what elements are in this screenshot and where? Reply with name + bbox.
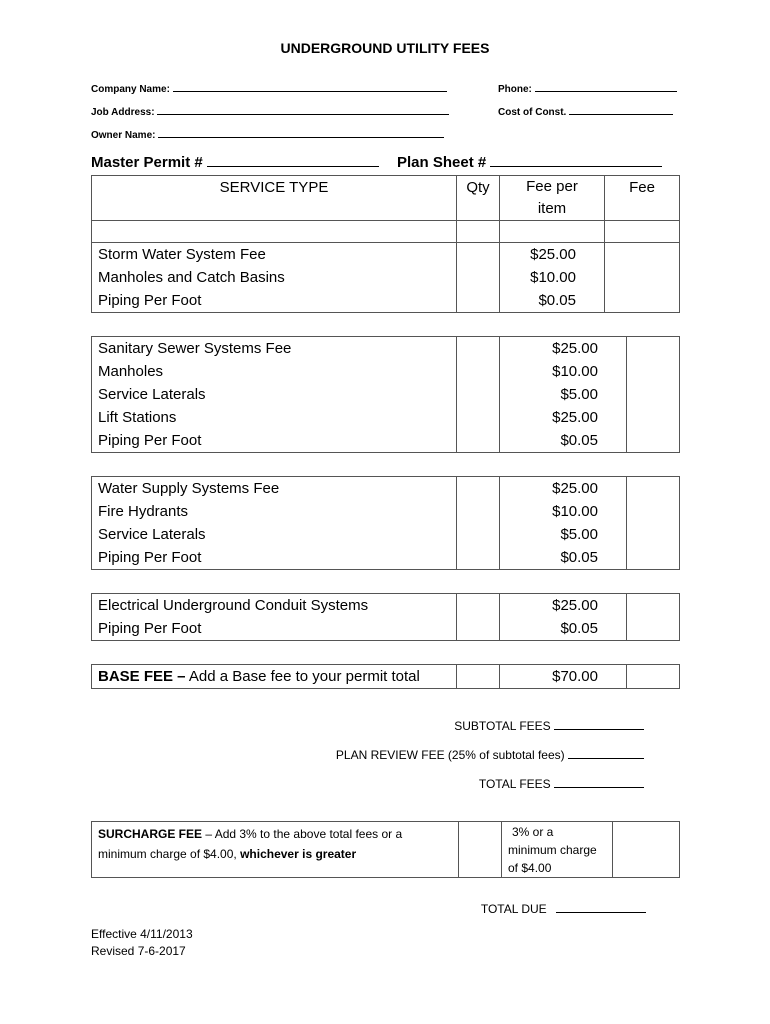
phone-field[interactable]	[498, 81, 677, 95]
row-label: Water Supply Systems Fee	[98, 480, 280, 497]
row-price: $25.00	[552, 480, 598, 497]
row-price: $0.05	[538, 292, 576, 309]
row-label: Fire Hydrants	[98, 503, 189, 520]
phone-line	[535, 81, 677, 92]
water-prices	[500, 477, 627, 570]
qty-header: Qty	[457, 176, 500, 221]
row-label: Manholes and Catch Basins	[98, 269, 285, 286]
qty-cell[interactable]	[457, 477, 500, 570]
fee-cell[interactable]	[627, 594, 680, 641]
plan-review-fee-label: PLAN REVIEW FEE (25% of subtotal fees)	[335, 748, 565, 762]
row-label: Piping Per Foot	[98, 549, 202, 566]
qty-cell[interactable]	[459, 822, 502, 878]
plan-review-fee-line	[568, 747, 644, 759]
sanitary-prices	[500, 337, 627, 453]
base-fee-table	[91, 664, 680, 689]
row-label: Piping Per Foot	[98, 620, 202, 637]
qty-cell[interactable]	[457, 594, 500, 641]
row-label: Electrical Underground Conduit Systems	[98, 597, 369, 614]
revised-date: Revised 7-6-2017	[91, 944, 186, 958]
fee-header: Fee	[605, 176, 680, 221]
cost-of-const-field[interactable]	[498, 104, 673, 118]
row-price: $5.00	[560, 526, 598, 543]
cost-of-const-line	[569, 104, 673, 115]
row-label: Lift Stations	[98, 409, 177, 426]
job-address-field[interactable]	[91, 104, 449, 118]
electrical-table	[91, 593, 680, 641]
fee-per-item-header: Fee per item	[500, 176, 605, 221]
row-price: $10.00	[530, 269, 576, 286]
surcharge-rate: 3% or a minimum charge of $4.00	[502, 822, 613, 878]
company-name-field[interactable]	[91, 81, 447, 95]
total-fees-label: TOTAL FEES	[478, 777, 551, 791]
master-permit-field[interactable]	[91, 152, 379, 171]
subtotal-fees-label: SUBTOTAL FEES	[454, 719, 551, 733]
header-table	[91, 175, 680, 313]
row-label: Storm Water System Fee	[98, 246, 266, 263]
row-price: $10.00	[552, 503, 598, 520]
total-fees-row[interactable]	[479, 776, 644, 791]
total-due-label: TOTAL DUE	[480, 902, 547, 916]
fee-cell[interactable]	[627, 337, 680, 453]
electrical-labels	[92, 594, 457, 641]
subtotal-fees-row[interactable]	[454, 718, 644, 733]
row-price: $10.00	[552, 363, 598, 380]
qty-cell[interactable]	[457, 243, 500, 313]
surcharge-text: SURCHARGE FEE – Add 3% to the above total fees or a minimum charge of $4.00, whichever is greater	[92, 822, 459, 878]
page-title: UNDERGROUND UTILITY FEES	[280, 40, 490, 56]
service-type-header: SERVICE TYPE	[92, 176, 457, 221]
total-due-row[interactable]	[481, 901, 646, 916]
fee-cell[interactable]	[605, 243, 680, 313]
plan-sheet-field[interactable]	[397, 152, 662, 171]
row-price: $5.00	[560, 386, 598, 403]
job-address-label: Job Address:	[91, 107, 155, 118]
qty-cell[interactable]	[457, 665, 500, 689]
job-address-line	[157, 104, 449, 115]
qty-cell[interactable]	[457, 221, 500, 243]
row-label: Sanitary Sewer Systems Fee	[98, 340, 292, 357]
base-fee-price: $70.00	[500, 665, 627, 689]
row-price: $25.00	[530, 246, 576, 263]
row-label: Piping Per Foot	[98, 292, 202, 309]
water-labels	[92, 477, 457, 570]
row-label: Service Laterals	[98, 526, 206, 543]
qty-cell[interactable]	[457, 337, 500, 453]
row-label: Piping Per Foot	[98, 432, 202, 449]
plan-review-fee-row[interactable]	[336, 747, 644, 762]
base-fee-label: BASE FEE – Add a Base fee to your permit total	[92, 665, 457, 689]
fee-cell[interactable]	[627, 665, 680, 689]
company-name-label: Company Name:	[91, 84, 170, 95]
sanitary-labels	[92, 337, 457, 453]
effective-date: Effective 4/11/2013	[91, 927, 193, 941]
total-due-line	[556, 901, 646, 913]
row-price: $0.05	[560, 432, 598, 449]
fee-cell[interactable]	[627, 477, 680, 570]
owner-name-label: Owner Name:	[91, 130, 156, 141]
water-table	[91, 476, 680, 570]
surcharge-table	[91, 821, 680, 878]
row-price: $25.00	[552, 409, 598, 426]
company-name-line	[173, 81, 447, 92]
row-price: $0.05	[560, 620, 598, 637]
master-permit-label: Master Permit #	[91, 154, 203, 171]
sanitary-table	[91, 336, 680, 453]
row-label: Manholes	[98, 363, 164, 380]
phone-label: Phone:	[498, 84, 532, 95]
fee-cell[interactable]	[605, 221, 680, 243]
owner-name-field[interactable]	[91, 127, 444, 141]
subtotal-fees-line	[554, 718, 644, 730]
storm-prices	[500, 243, 605, 313]
electrical-prices	[500, 594, 627, 641]
row-price: $0.05	[560, 549, 598, 566]
cost-of-const-label: Cost of Const.	[498, 107, 567, 118]
row-price: $25.00	[552, 597, 598, 614]
plan-sheet-line	[490, 152, 662, 167]
fee-cell[interactable]	[613, 822, 680, 878]
owner-name-line	[158, 127, 444, 138]
storm-labels	[92, 243, 457, 313]
row-label: Service Laterals	[98, 386, 206, 403]
master-permit-line	[207, 152, 379, 167]
row-price: $25.00	[552, 340, 598, 357]
total-fees-line	[554, 776, 644, 788]
plan-sheet-label: Plan Sheet #	[397, 154, 487, 171]
